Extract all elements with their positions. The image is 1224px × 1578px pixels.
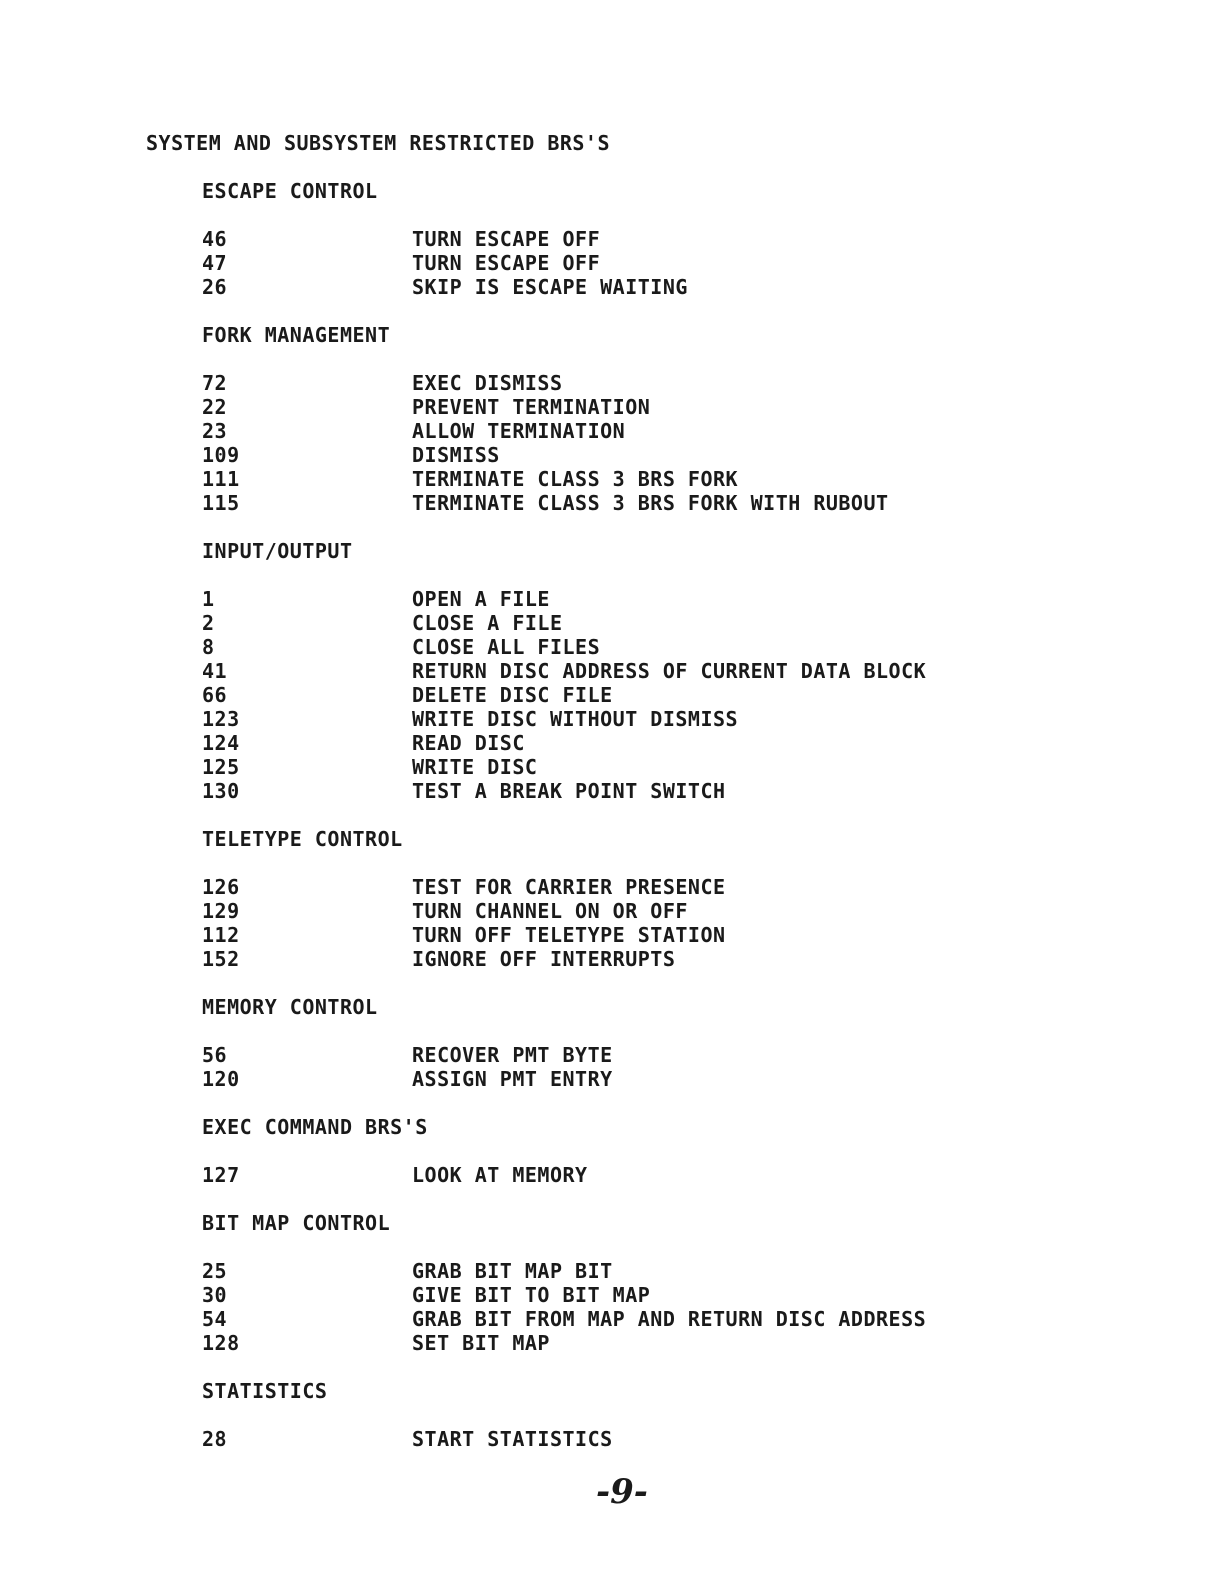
brs-description: TERMINATE CLASS 3 BRS FORK WITH RUBOUT [412, 491, 889, 515]
brs-description: DELETE DISC FILE [412, 683, 613, 707]
entry-list [202, 371, 1102, 515]
brs-description: TEST A BREAK POINT SWITCH [412, 779, 726, 803]
entry-row [202, 1283, 1102, 1307]
entry-row [202, 467, 1102, 491]
entry-list [202, 875, 1102, 971]
brs-description: SET BIT MAP [412, 1331, 550, 1355]
entry-row [202, 731, 1102, 755]
brs-code: 127 [202, 1163, 240, 1187]
entry-list [202, 1043, 1102, 1091]
entry-row [202, 443, 1102, 467]
brs-code: 66 [202, 683, 228, 707]
page-number: -9- [596, 1472, 648, 1512]
entry-row [202, 779, 1102, 803]
section [202, 323, 1102, 515]
section [202, 179, 1102, 299]
entry-row [202, 755, 1102, 779]
entry-row [202, 1307, 1102, 1331]
section-heading: MEMORY CONTROL [202, 995, 378, 1019]
brs-code: 1 [202, 587, 215, 611]
section [202, 1211, 1102, 1355]
brs-description: GRAB BIT FROM MAP AND RETURN DISC ADDRESS [412, 1307, 927, 1331]
brs-description: RETURN DISC ADDRESS OF CURRENT DATA BLOCK [412, 659, 927, 683]
brs-code: 2 [202, 611, 215, 635]
brs-code: 129 [202, 899, 240, 923]
brs-code: 46 [202, 227, 228, 251]
brs-code: 28 [202, 1427, 228, 1451]
brs-code: 30 [202, 1283, 228, 1307]
entry-row [202, 1259, 1102, 1283]
sections-container [202, 179, 1102, 1475]
brs-description: TERMINATE CLASS 3 BRS FORK [412, 467, 739, 491]
entry-row [202, 587, 1102, 611]
brs-code: 47 [202, 251, 228, 275]
brs-description: SKIP IS ESCAPE WAITING [412, 275, 688, 299]
brs-code: 130 [202, 779, 240, 803]
brs-code: 115 [202, 491, 240, 515]
page-title: SYSTEM AND SUBSYSTEM RESTRICTED BRS'S [146, 131, 611, 155]
brs-description: TURN ESCAPE OFF [412, 251, 601, 275]
entry-row [202, 635, 1102, 659]
brs-description: PREVENT TERMINATION [412, 395, 651, 419]
brs-code: 124 [202, 731, 240, 755]
brs-code: 22 [202, 395, 228, 419]
brs-code: 120 [202, 1067, 240, 1091]
entry-row [202, 947, 1102, 971]
brs-code: 126 [202, 875, 240, 899]
brs-description: ASSIGN PMT ENTRY [412, 1067, 613, 1091]
entry-row [202, 1331, 1102, 1355]
section-heading: ESCAPE CONTROL [202, 179, 378, 203]
brs-code: 8 [202, 635, 215, 659]
entry-row [202, 275, 1102, 299]
brs-description: TURN OFF TELETYPE STATION [412, 923, 726, 947]
section [202, 1115, 1102, 1187]
entry-row [202, 875, 1102, 899]
brs-code: 125 [202, 755, 240, 779]
brs-description: TURN ESCAPE OFF [412, 227, 601, 251]
section-heading: INPUT/OUTPUT [202, 539, 353, 563]
brs-description: ALLOW TERMINATION [412, 419, 626, 443]
entry-row [202, 395, 1102, 419]
brs-description: DISMISS [412, 443, 500, 467]
brs-code: 112 [202, 923, 240, 947]
entry-list [202, 587, 1102, 803]
section-heading: STATISTICS [202, 1379, 328, 1403]
brs-description: CLOSE ALL FILES [412, 635, 601, 659]
section [202, 995, 1102, 1091]
brs-code: 54 [202, 1307, 228, 1331]
entry-row [202, 419, 1102, 443]
section [202, 1379, 1102, 1451]
entry-row [202, 659, 1102, 683]
brs-description: LOOK AT MEMORY [412, 1163, 588, 1187]
entry-row [202, 251, 1102, 275]
section-heading: FORK MANAGEMENT [202, 323, 391, 347]
entry-row [202, 707, 1102, 731]
brs-code: 41 [202, 659, 228, 683]
brs-code: 72 [202, 371, 228, 395]
section [202, 827, 1102, 971]
entry-list [202, 227, 1102, 299]
brs-code: 111 [202, 467, 240, 491]
brs-description: GIVE BIT TO BIT MAP [412, 1283, 651, 1307]
entry-row [202, 1427, 1102, 1451]
entry-row [202, 899, 1102, 923]
entry-row [202, 1163, 1102, 1187]
brs-code: 26 [202, 275, 228, 299]
section-heading: EXEC COMMAND BRS'S [202, 1115, 428, 1139]
entry-row [202, 683, 1102, 707]
brs-description: READ DISC [412, 731, 525, 755]
section-heading: TELETYPE CONTROL [202, 827, 403, 851]
section [202, 539, 1102, 803]
brs-description: WRITE DISC WITHOUT DISMISS [412, 707, 739, 731]
brs-code: 23 [202, 419, 228, 443]
brs-code: 123 [202, 707, 240, 731]
brs-description: RECOVER PMT BYTE [412, 1043, 613, 1067]
brs-code: 128 [202, 1331, 240, 1355]
brs-code: 25 [202, 1259, 228, 1283]
entry-row [202, 227, 1102, 251]
entry-list [202, 1259, 1102, 1355]
brs-code: 109 [202, 443, 240, 467]
entry-row [202, 1067, 1102, 1091]
entry-row [202, 1043, 1102, 1067]
entry-list [202, 1163, 1102, 1187]
brs-description: IGNORE OFF INTERRUPTS [412, 947, 676, 971]
brs-code: 152 [202, 947, 240, 971]
entry-row [202, 491, 1102, 515]
brs-description: TURN CHANNEL ON OR OFF [412, 899, 688, 923]
brs-description: OPEN A FILE [412, 587, 550, 611]
brs-description: GRAB BIT MAP BIT [412, 1259, 613, 1283]
entry-list [202, 1427, 1102, 1451]
section-heading: BIT MAP CONTROL [202, 1211, 391, 1235]
entry-row [202, 371, 1102, 395]
brs-code: 56 [202, 1043, 228, 1067]
brs-description: START STATISTICS [412, 1427, 613, 1451]
brs-description: WRITE DISC [412, 755, 538, 779]
entry-row [202, 611, 1102, 635]
brs-description: CLOSE A FILE [412, 611, 563, 635]
entry-row [202, 923, 1102, 947]
brs-description: EXEC DISMISS [412, 371, 563, 395]
brs-description: TEST FOR CARRIER PRESENCE [412, 875, 726, 899]
